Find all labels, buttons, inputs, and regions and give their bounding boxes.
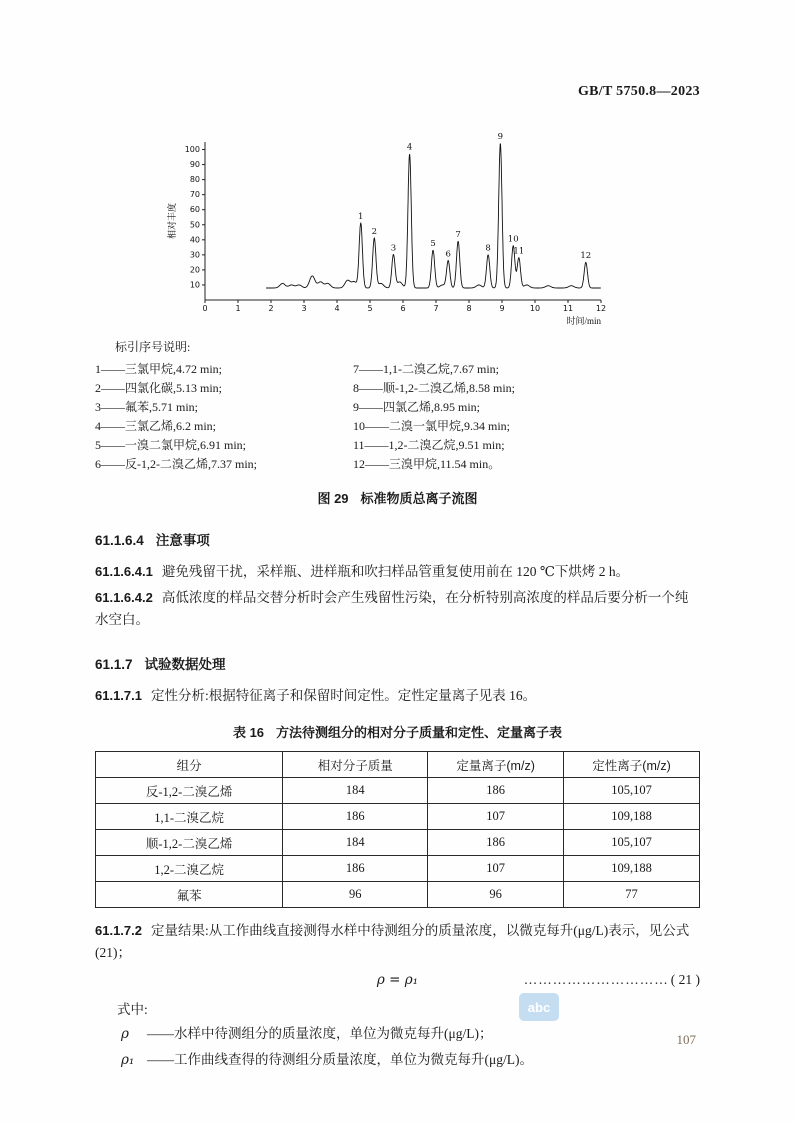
legend-columns — [95, 360, 700, 474]
peak-label: 4 — [406, 142, 413, 153]
equation-body: ρ = ρ₁ — [376, 972, 419, 988]
page-number: 107 — [676, 1032, 696, 1047]
table-cell: 109,188 — [564, 804, 700, 830]
x-tick-label: 7 — [433, 304, 439, 313]
legend-item: 11——1,2-二溴乙烷,9.51 min; — [353, 438, 505, 452]
clause-text: 定量结果:从工作曲线直接测得水样中待测组分的质量浓度，以微克每升(μg/L)表示，见公式(21)； — [95, 923, 690, 960]
table-caption-title: 方法待测组分的相对分子质量和定性、定量离子表 — [276, 725, 563, 740]
clause-number: 61.1.6.4.1 — [95, 564, 153, 579]
x-tick-label: 2 — [268, 304, 274, 313]
equation-21 — [95, 972, 700, 992]
legend-item: 9——四氯乙烯,8.95 min; — [353, 400, 481, 414]
table-cell: 184 — [283, 778, 428, 804]
peak-label: 9 — [497, 132, 504, 143]
legend-item: 10——二溴一氯甲烷,9.34 min; — [353, 419, 511, 433]
table-row — [96, 778, 700, 804]
legend-item: 2——四氯化碳,5.13 min; — [95, 381, 223, 395]
table-cell: 184 — [283, 830, 428, 856]
equation-leader-dots: ………………………… — [523, 972, 669, 987]
clause-paragraph — [95, 561, 700, 583]
standard-number: GB/T 5750.8—2023 — [577, 84, 700, 99]
table-cell: 186 — [283, 804, 428, 830]
table-cell: 186 — [283, 856, 428, 882]
table-cell: 1,2-二溴乙烷 — [96, 856, 283, 882]
clause-text: 避免残留干扰，采样瓶、进样瓶和吹扫样品管重复使用前在 120 ℃下烘烤 2 h。 — [161, 564, 630, 579]
x-tick-label: 9 — [499, 304, 505, 313]
watermark-stamp: abc — [519, 993, 559, 1021]
equation-number: ( 21 ) — [670, 972, 700, 987]
y-tick-label: 30 — [189, 250, 200, 260]
y-tick-label: 50 — [189, 220, 200, 230]
y-tick-label: 90 — [189, 160, 200, 170]
clause-text: 高低浓度的样品交替分析时会产生残留性污染，在分析特别高浓度的样品后要分析一个纯水空白。 — [95, 590, 689, 627]
tic-trace — [266, 144, 601, 288]
y-tick-label: 20 — [189, 265, 200, 275]
table-header-cell: 定量离子(m/z) — [428, 752, 564, 778]
legend-item: 5——一溴二氯甲烷,6.91 min; — [95, 438, 247, 452]
table-cell: 107 — [428, 856, 564, 882]
x-tick-label: 1 — [235, 304, 241, 313]
section-heading-data-processing — [95, 653, 700, 673]
y-axis-label: 相对丰度 — [167, 202, 177, 240]
legend-item: 1——三氯甲烷,4.72 min; — [95, 362, 223, 376]
clause-paragraph — [95, 587, 700, 631]
clause-number: 61.1.7.2 — [95, 923, 142, 938]
legend-item: 4——三氯乙烯,6.2 min; — [95, 419, 217, 433]
x-tick-label: 6 — [400, 304, 406, 313]
table-cell: 107 — [428, 804, 564, 830]
where-label: 式中: — [117, 1002, 148, 1017]
x-tick-label: 3 — [301, 304, 307, 313]
table-cell: 186 — [428, 830, 564, 856]
clause-number: 61.1.7 — [95, 657, 133, 672]
symbol-definition — [95, 1023, 700, 1045]
table-header-row — [96, 752, 700, 778]
table-row — [96, 804, 700, 830]
chromatogram-figure — [165, 130, 617, 330]
peak-label: 8 — [485, 243, 491, 254]
clause-number: 61.1.6.4.2 — [95, 590, 153, 605]
peak-label: 3 — [390, 243, 397, 254]
table-body — [96, 778, 700, 908]
x-tick-label: 5 — [367, 304, 373, 313]
table-caption — [95, 722, 700, 741]
figure-key — [95, 338, 700, 474]
peak-label: 11 — [513, 246, 525, 257]
x-tick-label: 12 — [595, 304, 607, 313]
y-tick-label: 100 — [184, 145, 200, 155]
symbol-text: ——工作曲线查得的待测组分质量浓度，单位为微克每升(μg/L)。 — [147, 1052, 533, 1067]
y-tick-label: 40 — [189, 235, 200, 245]
y-tick-label: 10 — [189, 280, 200, 290]
y-tick-label: 80 — [189, 175, 200, 185]
x-tick-label: 11 — [562, 304, 574, 313]
peak-label: 7 — [455, 229, 461, 240]
figure-caption-title: 标准物质总离子流图 — [360, 491, 478, 506]
clause-paragraph — [95, 920, 700, 964]
peak-label: 12 — [580, 250, 592, 261]
table-cell: 186 — [428, 778, 564, 804]
clause-title: 试验数据处理 — [144, 657, 226, 672]
table-header-cell: 定性离子(m/z) — [564, 752, 700, 778]
symbol: ρ₁ — [121, 1052, 135, 1068]
legend-column-left — [95, 360, 353, 474]
x-tick-label: 0 — [202, 304, 208, 313]
figure-caption-label: 图 29 — [317, 491, 349, 506]
legend-item: 6——反-1,2-二溴乙烯,7.37 min; — [95, 457, 257, 471]
legend-title: 标引序号说明: — [115, 340, 191, 354]
peak-label: 10 — [507, 234, 519, 245]
table-cell: 109,188 — [564, 856, 700, 882]
legend-column-right — [353, 360, 700, 474]
figure-caption — [95, 488, 700, 507]
x-axis-label: 时间/min — [566, 316, 601, 326]
table-row — [96, 830, 700, 856]
legend-item: 12——三溴甲烷,11.54 min。 — [353, 457, 501, 471]
legend-item: 7——1,1-二溴乙烷,7.67 min; — [353, 362, 499, 376]
clause-paragraph — [95, 685, 700, 707]
peak-label: 5 — [430, 238, 436, 249]
x-tick-label: 4 — [334, 304, 340, 313]
chromatogram-plot — [165, 130, 617, 330]
table-cell: 96 — [283, 882, 428, 908]
ion-table — [95, 751, 700, 908]
clause-number: 61.1.6.4 — [95, 533, 144, 548]
symbol: ρ — [121, 1026, 129, 1042]
table-cell: 氟苯 — [96, 882, 283, 908]
symbol-text: ——水样中待测组分的质量浓度，单位为微克每升(μg/L)； — [147, 1026, 493, 1041]
table-cell: 顺-1,2-二溴乙烯 — [96, 830, 283, 856]
symbol-definition — [95, 1049, 700, 1071]
table-cell: 105,107 — [564, 778, 700, 804]
table-cell: 反-1,2-二溴乙烯 — [96, 778, 283, 804]
table-cell: 96 — [428, 882, 564, 908]
table-row — [96, 882, 700, 908]
y-tick-label: 60 — [189, 205, 200, 215]
clause-number: 61.1.7.1 — [95, 688, 142, 703]
table-header-cell: 组分 — [96, 752, 283, 778]
table-header-cell: 相对分子质量 — [283, 752, 428, 778]
table-row — [96, 856, 700, 882]
clause-text: 定性分析:根据特征离子和保留时间定性。定性定量离子见表 16。 — [151, 688, 537, 703]
peak-label: 2 — [371, 226, 378, 237]
section-heading-notes — [95, 529, 700, 549]
peak-label: 1 — [358, 211, 364, 222]
x-tick-label: 8 — [466, 304, 472, 313]
table-cell: 77 — [564, 882, 700, 908]
legend-item: 8——顺-1,2-二溴乙烯,8.58 min; — [353, 381, 515, 395]
table-cell: 105,107 — [564, 830, 700, 856]
table-cell: 1,1-二溴乙烷 — [96, 804, 283, 830]
x-tick-label: 10 — [529, 304, 541, 313]
peak-label: 6 — [445, 249, 451, 260]
legend-item: 3——氟苯,5.71 min; — [95, 400, 199, 414]
y-tick-label: 70 — [189, 190, 200, 200]
table-caption-label: 表 16 — [232, 725, 265, 740]
clause-title: 注意事项 — [155, 533, 210, 548]
